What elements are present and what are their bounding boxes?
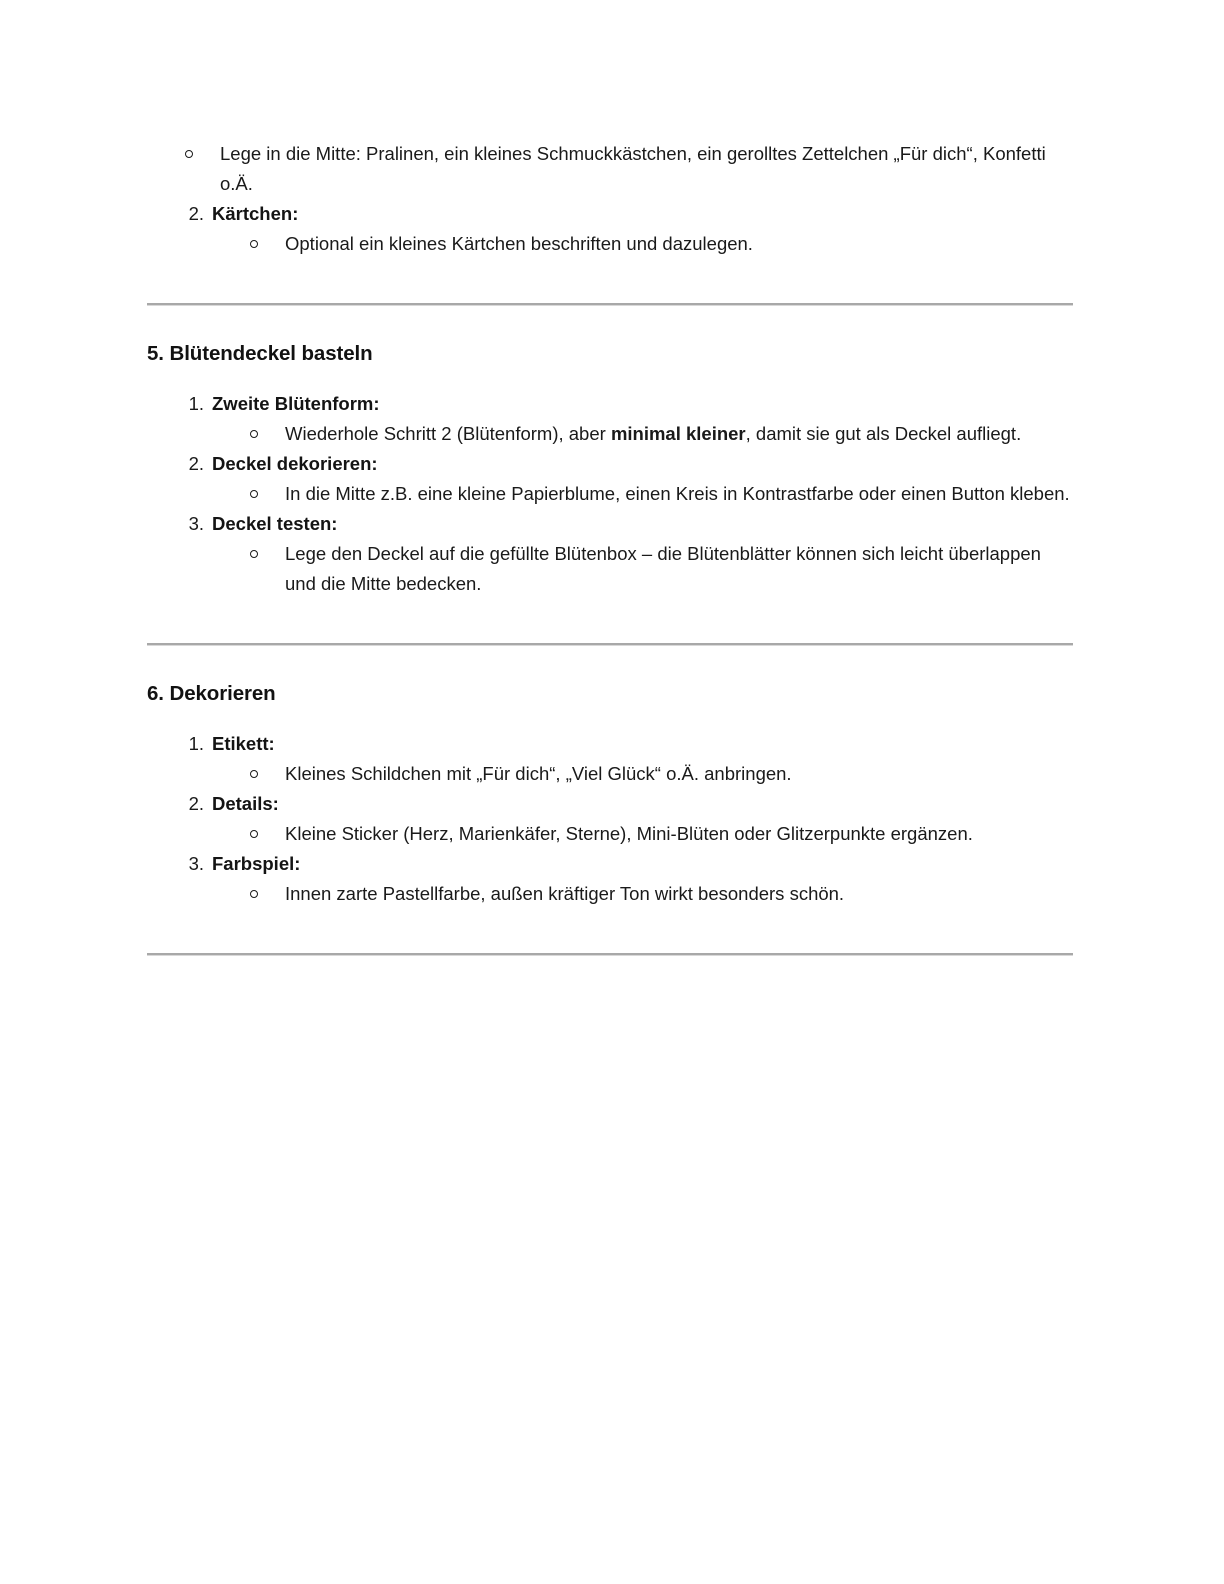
section-heading: 6. Dekorieren <box>147 682 276 705</box>
bullet-text: Innen zarte Pastellfarbe, außen kräftiger Ton wirkt besonders schön. <box>285 883 845 904</box>
bullet-text: Lege den Deckel auf die gefüllte Blütenbox – die Blütenblätter können sich leicht überlappen und die Mitte bedecken. <box>285 543 1041 594</box>
bullet-text: Wiederhole Schritt 2 (Blütenform), aber minimal kleiner, damit sie gut als Deckel aufliegt. <box>285 423 1022 444</box>
list-number: 3. <box>188 513 204 534</box>
list-number: 1. <box>188 393 204 414</box>
list-item-label: Deckel dekorieren: <box>212 453 378 474</box>
carryover-block <box>147 0 1073 259</box>
list-item <box>212 539 1073 599</box>
bullet-text: Kleines Schildchen mit „Für dich“, „Viel Glück“ o.Ä. anbringen. <box>285 763 792 784</box>
list-item-label: Farbspiel: <box>212 853 301 874</box>
spacer <box>147 599 1073 643</box>
spacer <box>147 305 1073 341</box>
sub-bullet-list <box>212 539 1073 599</box>
circle-bullet-icon <box>250 890 258 898</box>
sub-bullet-list <box>212 819 1073 849</box>
list-item-label: Kärtchen: <box>212 203 299 224</box>
circle-bullet-icon <box>250 830 258 838</box>
list-item <box>212 819 1073 849</box>
bullet-text: Lege in die Mitte: Pralinen, ein kleines Schmuckkästchen, ein gerolltes Zettelchen „Für dich“, Konfetti o.Ä. <box>220 143 1046 194</box>
sub-bullet-list <box>212 479 1073 509</box>
spacer <box>147 259 1073 303</box>
section-5-list <box>147 389 1073 599</box>
list-item-label: Etikett: <box>212 733 275 754</box>
carryover-bullet-list <box>147 139 1073 199</box>
section-heading: 5. Blütendeckel basteln <box>147 342 373 365</box>
list-item <box>147 849 1073 909</box>
circle-bullet-icon <box>185 150 193 158</box>
list-item <box>147 139 1073 199</box>
sub-bullet-list <box>212 759 1073 789</box>
list-item <box>212 879 1073 909</box>
list-item <box>212 229 1073 259</box>
list-item <box>212 759 1073 789</box>
circle-bullet-icon <box>250 490 258 498</box>
list-number: 2. <box>188 793 204 814</box>
sub-bullet-list <box>212 419 1073 449</box>
list-number: 2. <box>188 203 204 224</box>
list-item-label: Deckel testen: <box>212 513 338 534</box>
sub-bullet-list <box>212 879 1073 909</box>
spacer <box>147 707 1073 729</box>
list-number: 1. <box>188 733 204 754</box>
list-item <box>147 729 1073 789</box>
list-item <box>147 449 1073 509</box>
list-number: 3. <box>188 853 204 874</box>
circle-bullet-icon <box>250 770 258 778</box>
section-6-list <box>147 729 1073 909</box>
list-item-label: Details: <box>212 793 279 814</box>
spacer <box>147 955 1073 956</box>
list-item-label: Zweite Blütenform: <box>212 393 380 414</box>
list-item <box>212 419 1073 449</box>
spacer <box>147 909 1073 953</box>
sub-bullet-list <box>212 229 1073 259</box>
list-item <box>147 509 1073 599</box>
circle-bullet-icon <box>250 550 258 558</box>
circle-bullet-icon <box>250 430 258 438</box>
list-item <box>147 199 1073 259</box>
spacer <box>147 645 1073 681</box>
spacer <box>147 367 1073 389</box>
bullet-text: In die Mitte z.B. eine kleine Papierblume, einen Kreis in Kontrastfarbe oder einen Button kleben. <box>285 483 1070 504</box>
list-item <box>147 789 1073 849</box>
circle-bullet-icon <box>250 240 258 248</box>
list-item <box>212 479 1073 509</box>
document-content <box>147 0 1073 956</box>
carryover-numbered-list <box>147 199 1073 259</box>
list-number: 2. <box>188 453 204 474</box>
bullet-text: Kleine Sticker (Herz, Marienkäfer, Sterne), Mini-Blüten oder Glitzerpunkte ergänzen. <box>285 823 973 844</box>
list-item <box>147 389 1073 449</box>
bullet-text: Optional ein kleines Kärtchen beschriften und dazulegen. <box>285 233 753 254</box>
